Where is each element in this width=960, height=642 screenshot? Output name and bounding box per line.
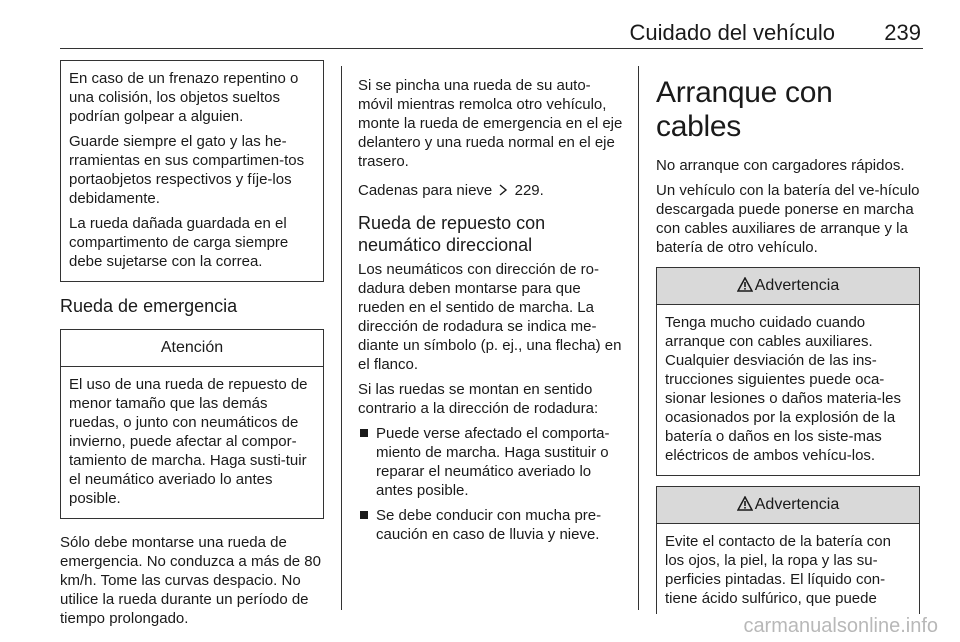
column-divider — [341, 66, 342, 610]
consequence-list — [358, 424, 624, 544]
warning-title: Advertencia — [754, 496, 840, 513]
list-item — [358, 424, 624, 500]
page-reference-icon — [498, 184, 508, 196]
towing-paragraph: Si se pincha una rueda de su auto-móvil mientras remolca otro vehículo, monte la rueda de emergencia en el eje delantero y una rueda normal en el eje trasero. — [358, 77, 623, 170]
attention-text: El uso de una rueda de repuesto de menor tamaño que las demás ruedas, o junto con neumáticos de invierno, puede afectar al compor-tamiento de marcha. Haga susti-tuir el neumático averiado lo antes posible. — [69, 376, 308, 507]
warning-header — [657, 487, 919, 524]
warning-box — [656, 267, 920, 476]
snow-chains-reference — [358, 181, 624, 200]
section-heading-directional-tyre: Rueda de repuesto con neumático direccional — [358, 213, 546, 255]
warning-text: Evite el contacto de la batería con los ojos, la piel, la ropa y las su-perficies pintadas. El líquido con-tiene ácido sulfúrico, que puede — [665, 533, 891, 607]
column-right — [656, 72, 922, 614]
attention-title: Atención — [61, 330, 323, 367]
warning-title: Advertencia — [754, 277, 840, 294]
caution-paragraph: La rueda dañada guardada en el compartimento de carga siempre debe sujetarse con la correa. — [69, 215, 289, 270]
bullet-square — [360, 429, 368, 437]
column-middle — [358, 76, 624, 550]
attention-body — [61, 367, 323, 518]
warning-triangle-icon — [737, 496, 753, 511]
snow-chains-page-link[interactable]: 229. — [514, 182, 544, 199]
column-divider — [638, 66, 639, 610]
bullet-square — [360, 511, 368, 519]
emergency-wheel-paragraph: Sólo debe montarse una rueda de emergencia. No conduzca a más de 80 km/h. Tome las curvas despacio. No utilice la rueda durante un período de tiempo prolongado. — [60, 534, 321, 627]
list-item-text: Se debe conducir con mucha pre-caución en caso de lluvia y nieve. — [376, 507, 602, 543]
attention-box — [60, 329, 324, 519]
caution-paragraph: Guarde siempre el gato y las he-rramientas en sus compartimen-tos portaobjetos respectivos y fíje-los debidamente. — [69, 133, 305, 207]
caution-box — [60, 60, 324, 282]
page-section-title: Cuidado del vehículo — [629, 20, 835, 45]
section-heading-jump-start: Arranque con cables — [656, 76, 833, 143]
warning-box — [656, 486, 920, 614]
opposite-direction-paragraph: Si las ruedas se montan en sentido contrario a la dirección de rodadura: — [358, 381, 599, 417]
jump-start-paragraph: Un vehículo con la batería del ve-hículo descargada puede ponerse en marcha con cables auxiliares de arranque y la batería de otro vehículo. — [656, 182, 920, 256]
caution-paragraph: En caso de un frenazo repentino o una colisión, los objetos sueltos podrían golpear a alguien. — [69, 70, 299, 125]
list-item-text: Puede verse afectado el comporta-miento de marcha. Haga sustituir o reparar el neumático averiado lo antes posible. — [376, 425, 610, 499]
snow-chains-label: Cadenas para nieve — [358, 182, 493, 199]
warning-triangle-icon — [737, 277, 753, 292]
list-item — [358, 506, 624, 544]
page-number: 239 — [884, 20, 921, 45]
section-heading-emergency-wheel: Rueda de emergencia — [60, 296, 238, 316]
page-header — [60, 14, 923, 49]
warning-body — [657, 524, 919, 614]
watermark: carmanualsonline.info — [743, 615, 938, 637]
caution-box-body — [61, 61, 323, 281]
column-left — [60, 60, 324, 634]
directional-paragraph: Los neumáticos con dirección de ro-dadura deben montarse para que rueden en el sentido de marcha. La dirección de rodadura se indica me-diante un símbolo (p. ej., una flecha) en el flanco. — [358, 261, 622, 373]
warning-text: Tenga mucho cuidado cuando arranque con cables auxiliares. Cualquier desviación de las ins-trucciones siguientes puede oca-sionar lesiones o daños materia-les ocasionados por la explosión de la batería o daños en los siste-mas eléctricos de ambos vehícu-los. — [665, 314, 901, 464]
warning-body — [657, 305, 919, 475]
warning-header — [657, 268, 919, 305]
jump-start-paragraph: No arranque con cargadores rápidos. — [656, 157, 905, 174]
